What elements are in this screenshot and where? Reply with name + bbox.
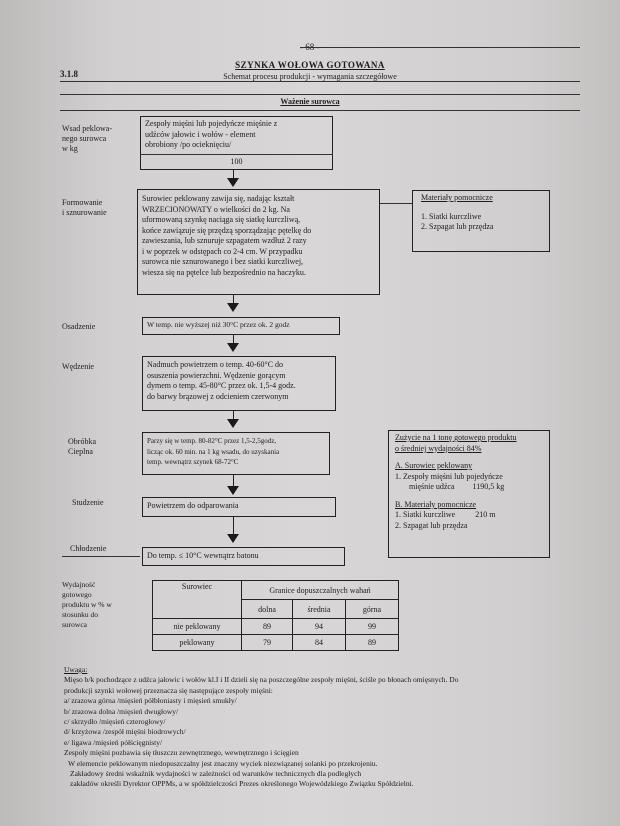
label-formowanie: Formowanie i sznurowanie	[62, 198, 107, 217]
header-rule	[60, 81, 580, 82]
table-row	[153, 619, 399, 635]
label-studzenie: Studzenie	[72, 498, 104, 507]
materials-connector	[380, 203, 412, 204]
note-line: zakładów określi Dyrektor OPPMs, a w spółdzielczości Prezes określonego Wojewódzkiego Związku Spółdzielni.	[70, 779, 414, 789]
usage-box: Zużycie na 1 tonę gotowego produktu o średniej wydajności 84% A. Surowiec peklowany 1. Zespoły mięśni lub pojedyńcze mięśnie udźca 1190,5 kg B. Materiały pomocnicze 1. Siatki kurczliwe 210 m 2. Szpagat lub przędza	[388, 430, 550, 558]
yield-cell: 89	[242, 619, 293, 635]
box-wedzenie: Nadmuch powietrzem o temp. 40-60°C do osuszenia powierzchni. Wędzenie gorącym dymem o temp. 45-80°C przez ok. 1,5-4 godz. do barwy brązowej z odcieniem czerwonym	[142, 356, 336, 411]
page-number: - 68 -	[300, 42, 320, 52]
top-rule	[300, 47, 580, 48]
yield-cell: 89	[346, 635, 399, 651]
stage-rule-top	[60, 94, 580, 95]
note-line: Zespoły mięśni pozbawia się tłuszczu zewnętrznego, wewnętrznego i ścięgien	[64, 748, 299, 758]
wsad-divider	[140, 154, 333, 155]
box-chlodzenie: Do temp. ≤ 10°C wewnątrz batonu	[142, 547, 345, 566]
label-osadzenie: Osadzenie	[62, 322, 96, 331]
note-line: Mięso b/k pochodzące z udźca jałowic i wołów kl.I i II dzieli się na poszczególne zespoły mięśni, ściśle po błonach omięsnych. Do	[64, 675, 459, 685]
yield-subheader-dolna: dolna	[242, 600, 293, 619]
connector-6	[233, 517, 234, 535]
yield-subheader-srednia: średnia	[293, 600, 346, 619]
yield-subheader-gorna: górna	[346, 600, 399, 619]
note-line: b/ zrazowa dolna /mięsień dwugłowy/	[64, 706, 179, 716]
yield-cell: 94	[293, 619, 346, 635]
box-wsad: Zespoły mięśni lub pojedyńcze mięśnie z udźców jałowic i wołów - element obrobiony /po ocieknięciu/	[140, 116, 333, 170]
box-obrobka: Parzy się w temp. 80-82°C przez 1,5-2,5godz, licząc ok. 60 min. na 1 kg wsadu, do uzyskania temp. wewnątrz szynek 68-72°C	[142, 432, 330, 475]
label-wedzenie: Wędzenie	[62, 362, 94, 371]
label-obrobka: Obróbka Cieplna	[68, 437, 96, 456]
yield-row-name: nie peklowany	[153, 619, 242, 635]
arrow-1	[227, 178, 239, 187]
box-formowanie: Surowiec peklowany zawija się, nadając kształt WRZECIONOWATY o wielkości do 2 kg. Na uformowaną szynkę naciąga się siatkę kurczliwą, końce zawiązuje się przędzą sporządzając pętelkę do zawieszania, lub sznuruje szpagatem wzdłuż 2 razy i w poprzek w odstępach co 2-4 cm. W przypadku surowca nie sznurowanego i bez siatki kurczliwej, wiesza się na pętelce lub bezpośrednio na haczyku.	[137, 189, 380, 295]
label-chlodzenie: Chłodzenie	[70, 544, 107, 553]
note-line: c/ skrzydło /mięsień czterogłowy/	[64, 717, 166, 727]
notes-section	[64, 665, 584, 790]
materials-box: Materiały pomocnicze 1. Siatki kurczliwe 2. Szpagat lub przędza	[412, 190, 550, 252]
notes-heading: Uwaga:	[64, 665, 88, 674]
section-number: 3.1.8	[60, 69, 78, 79]
note-line: W elemencie peklowanym niedopuszczalny jest znaczny wyciek niezwiązanej solanki po przekrojeniu.	[68, 758, 378, 768]
yield-header-group: Granice dopuszczalnych wahań	[242, 581, 399, 600]
yield-row-name: peklowany	[153, 635, 242, 651]
note-line: produkcji szynki wołowej przeznacza się następujące zespoły mięśni:	[64, 685, 273, 695]
box-osadzenie: W temp. nie wyższej niż 30°C przez ok. 2 godz	[142, 317, 340, 335]
note-line: Zakładowy średni wskaźnik wydajności w zależności od warunków technicznych dla podległych	[70, 769, 362, 779]
arrow-2	[227, 303, 239, 312]
yield-table	[152, 580, 399, 651]
label-wydajnosc: Wydajność gotowego produktu w % w stosunku do surowca	[62, 580, 112, 629]
note-line: d/ krzyżowa /zespół mięśni biodrowych/	[64, 727, 186, 737]
wsad-value: 100	[230, 157, 243, 166]
arrow-5	[227, 486, 239, 495]
box-studzenie: Powietrzem do odparowania	[142, 497, 336, 517]
yield-cell: 79	[242, 635, 293, 651]
stage-heading: Ważenie surowca	[280, 97, 340, 106]
arrow-3	[227, 343, 239, 352]
yield-cell: 84	[293, 635, 346, 651]
note-line: e/ ligawa /mięsień półścięgnisty/	[64, 737, 163, 747]
chlodzenie-rule	[62, 556, 140, 557]
document-title: SZYNKA WOŁOWA GOTOWANA	[235, 60, 385, 70]
label-wsad: Wsad peklowa- nego surowca w kg	[62, 124, 112, 153]
yield-header-surowiec: Surowiec	[153, 581, 242, 619]
arrow-4	[227, 419, 239, 428]
document-subtitle: Schemat procesu produkcji - wymagania szczegółowe	[223, 72, 397, 81]
table-row	[153, 635, 399, 651]
arrow-6	[227, 534, 239, 543]
note-line: a/ zrazowa górna /mięsień półbłoniasty i mięsień smukły/	[64, 696, 237, 706]
stage-rule-bottom	[60, 110, 580, 111]
yield-cell: 99	[346, 619, 399, 635]
